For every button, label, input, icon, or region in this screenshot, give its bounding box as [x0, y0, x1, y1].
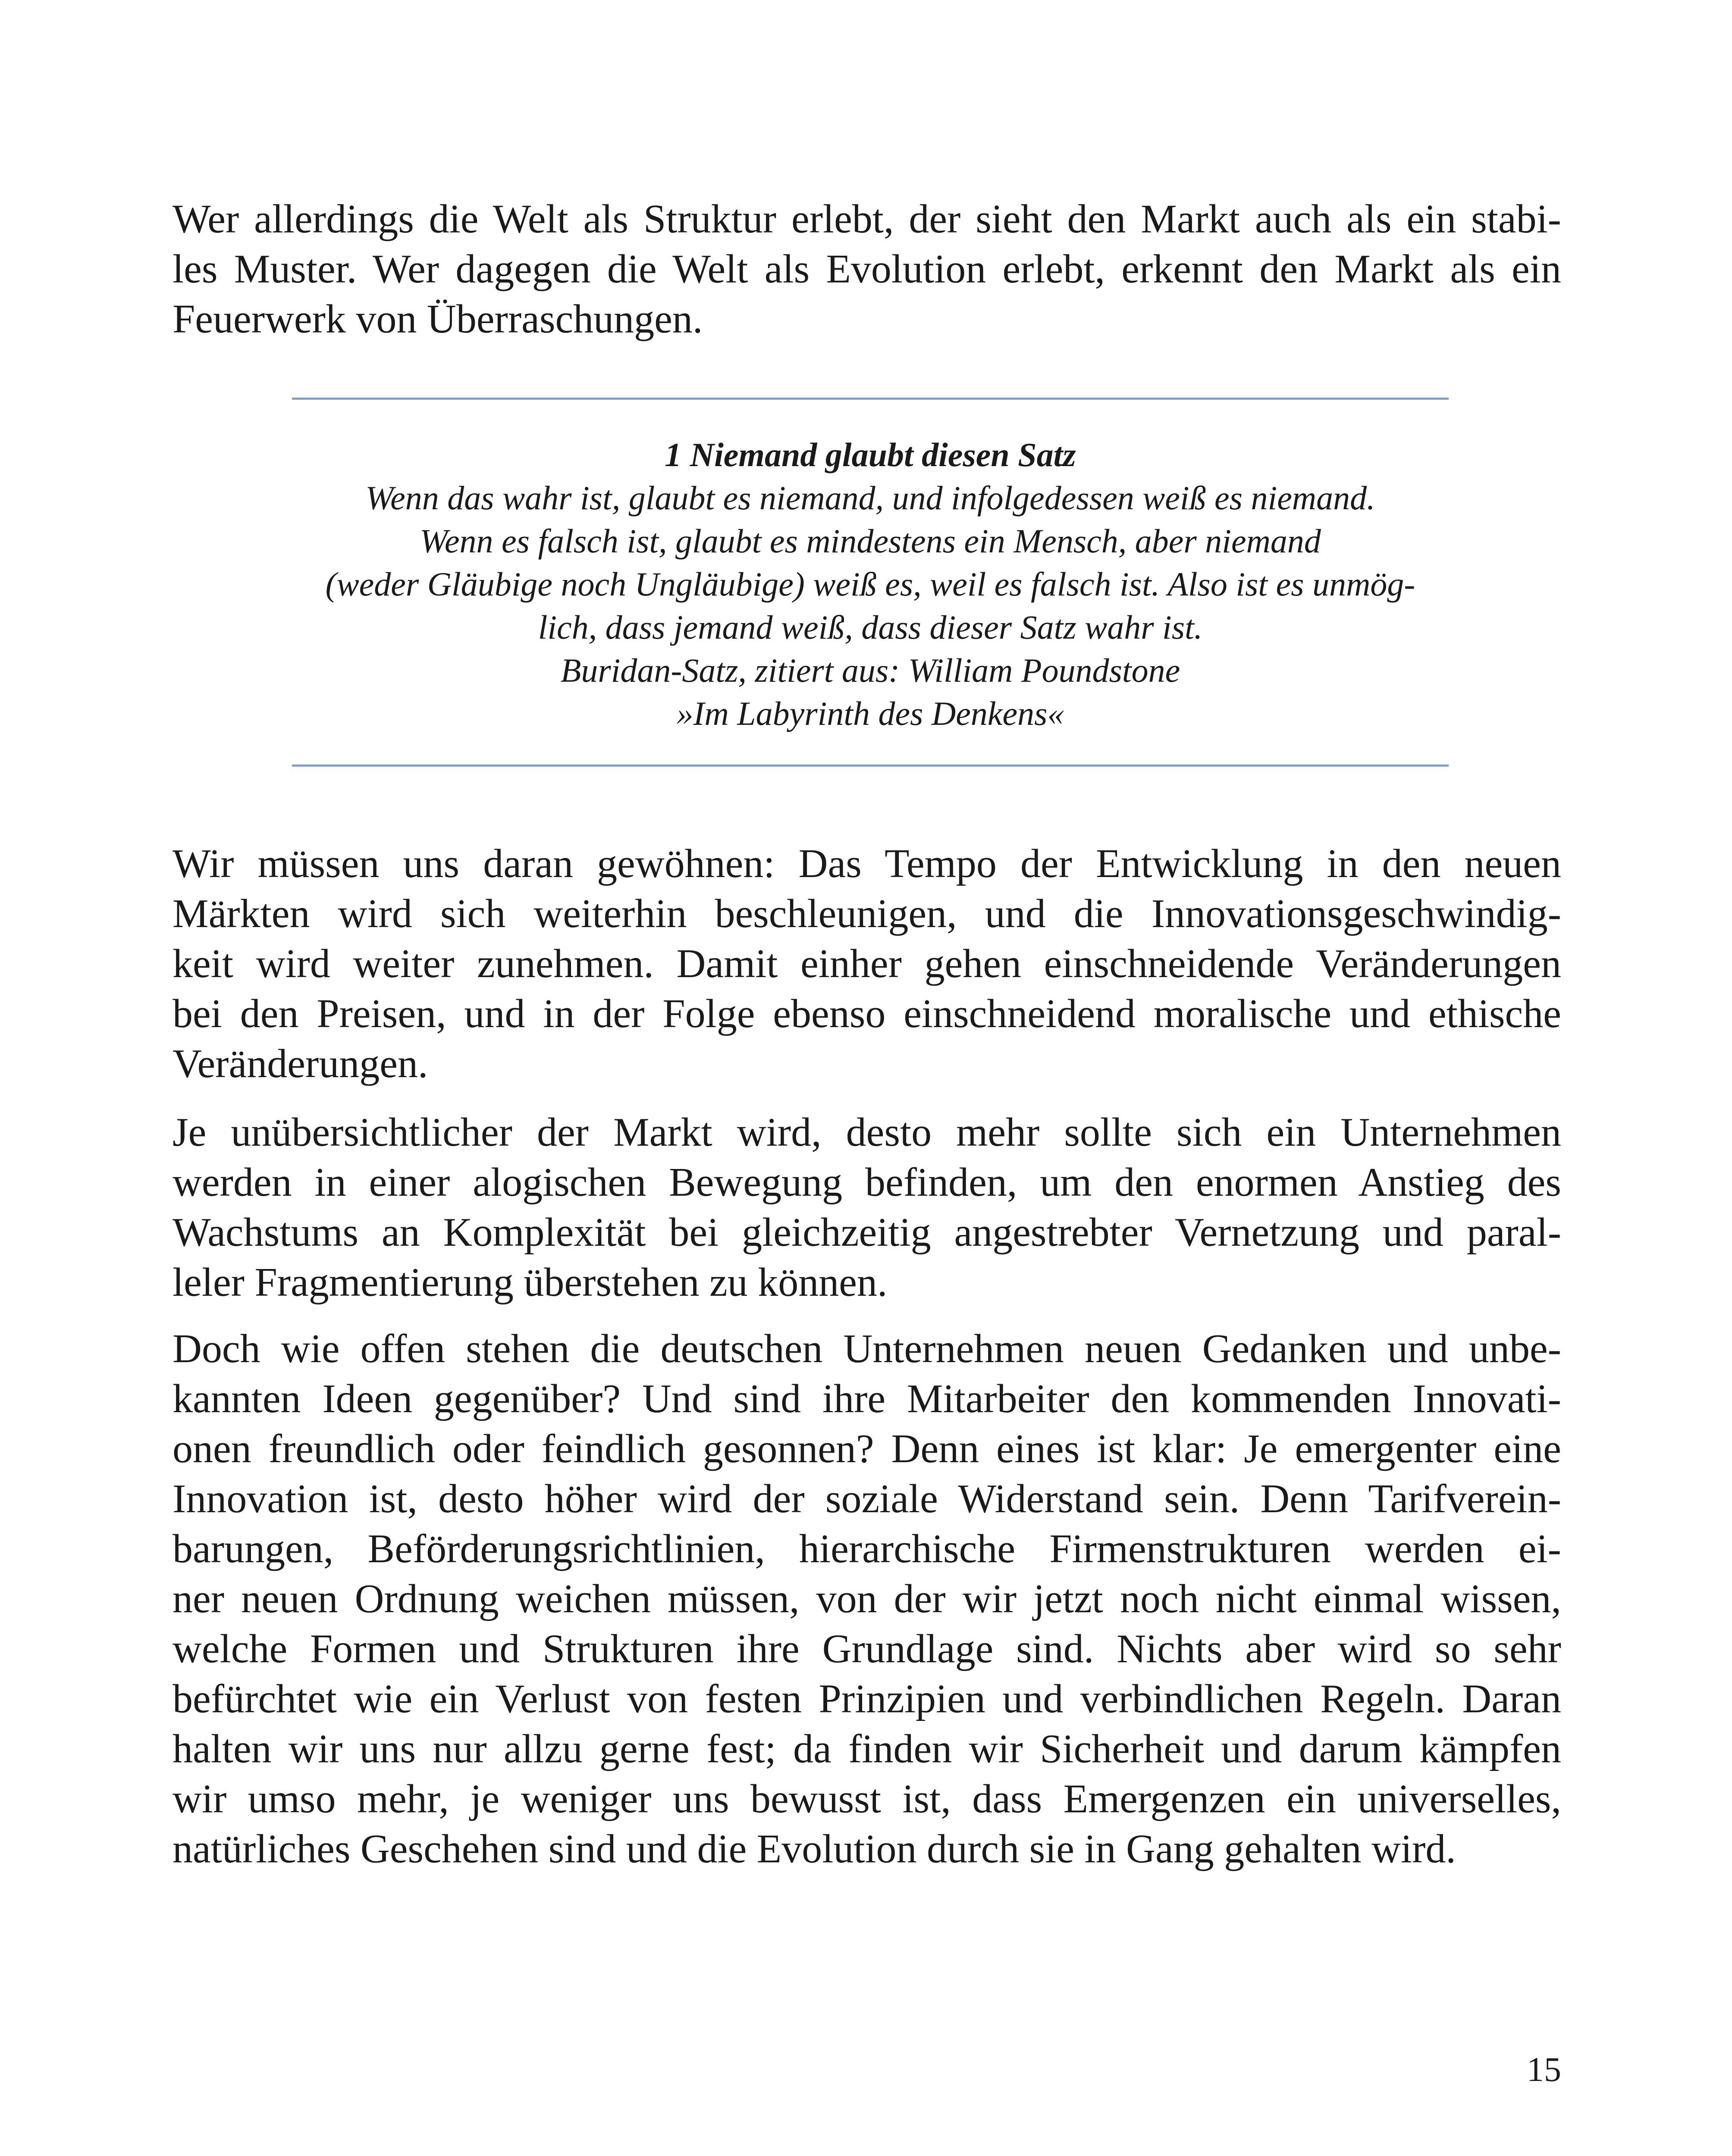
paragraph-line: onen freundlich oder feindlich gesonnen? Denn eines ist klar: Je emergenter eine [173, 1426, 1561, 1471]
paragraph-line: Wachstums an Komplexität bei gleichzeitig angestrebter Vernetzung und paral- [173, 1210, 1561, 1255]
paragraph-line: welche Formen und Strukturen ihre Grundlage sind. Nichts aber wird so sehr [173, 1626, 1561, 1671]
paragraph-line: keit wird weiter zunehmen. Damit einher gehen einschneidende Veränderungen [173, 941, 1561, 986]
paragraph-line: Wer allerdings die Welt als Struktur erlebt, der sieht den Markt auch als ein stabi- [173, 197, 1561, 241]
quote-top-rule [292, 398, 1449, 400]
paragraph-line: Innovation ist, desto höher wird der soziale Widerstand sein. Denn Tarifverein- [173, 1476, 1561, 1521]
paragraph-4 [173, 1324, 1561, 1874]
paragraph-line: Doch wie offen stehen die deutschen Unternehmen neuen Gedanken und unbe- [173, 1326, 1561, 1371]
paragraph-2 [173, 839, 1561, 1089]
quote-line: (weder Gläubige noch Ungläubige) weiß es, weil es falsch ist. Also ist es unmög- [325, 565, 1415, 603]
paragraph-line: kannten Ideen gegenüber? Und sind ihre Mitarbeiter den kommenden Innovati- [173, 1376, 1561, 1421]
paragraph-line: ner neuen Ordnung weichen müssen, von der wir jetzt noch nicht einmal wissen, [173, 1576, 1561, 1621]
page-number: 15 [1527, 2051, 1561, 2089]
quote-line: Wenn das wahr ist, glaubt es niemand, und infolgedessen weiß es niemand. [365, 479, 1375, 517]
paragraph-line: Feuerwerk von Überraschungen. [173, 297, 703, 342]
paragraph-line: Je unübersichtlicher der Markt wird, desto mehr sollte sich ein Unternehmen [173, 1110, 1561, 1155]
paragraph-line: befürchtet wie ein Verlust von festen Prinzipien und verbindlichen Regeln. Daran [173, 1677, 1561, 1721]
paragraph-line: halten wir uns nur allzu gerne fest; da finden wir Sicherheit und darum kämpfen [173, 1727, 1561, 1771]
paragraph-line: wir umso mehr, je weniger uns bewusst ist, dass Emergenzen ein universelles, [173, 1777, 1561, 1821]
quote-line: Wenn es falsch ist, glaubt es mindestens ein Mensch, aber niemand [420, 522, 1321, 560]
quote-source: Buridan-Satz, zitiert aus: William Poundstone [560, 652, 1180, 689]
paragraph-line: leler Fragmentierung überstehen zu können. [173, 1260, 888, 1305]
quote-title: 1 Niemand glaubt diesen Satz [665, 436, 1076, 473]
quote-source-title: »Im Labyrinth des Denkens« [676, 695, 1064, 732]
paragraph-line: Märkten wird sich weiterhin beschleunigen, und die Innovationsgeschwindig- [173, 891, 1561, 936]
paragraph-line: werden in einer alogischen Bewegung befinden, um den enormen Anstieg des [173, 1160, 1561, 1205]
paragraph-line: bei den Preisen, und in der Folge ebenso einschneidend moralische und ethische [173, 991, 1561, 1036]
quote-box [292, 433, 1449, 735]
paragraph-line: Veränderungen. [173, 1041, 428, 1086]
paragraph-line: barungen, Beförderungsrichtlinien, hierarchische Firmenstrukturen werden ei- [173, 1526, 1561, 1571]
paragraph-intro [173, 194, 1561, 344]
paragraph-line: Wir müssen uns daran gewöhnen: Das Tempo der Entwicklung in den neuen [173, 841, 1561, 886]
quote-bottom-rule [292, 765, 1449, 767]
paragraph-3 [173, 1107, 1561, 1307]
paragraph-line: les Muster. Wer dagegen die Welt als Evolution erlebt, erkennt den Markt als ein [173, 247, 1561, 291]
quote-line: lich, dass jemand weiß, dass dieser Satz wahr ist. [538, 608, 1203, 646]
paragraph-line: natürliches Geschehen sind und die Evolution durch sie in Gang gehalten wird. [173, 1827, 1456, 1871]
